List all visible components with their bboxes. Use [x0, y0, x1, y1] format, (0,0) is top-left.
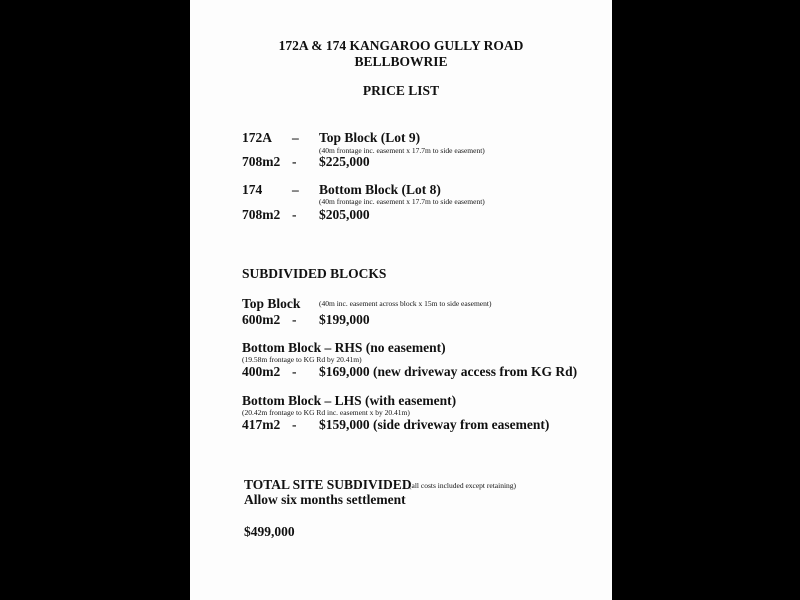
total-price: $499,000 [244, 524, 295, 539]
block-note: (40m inc. easement across block x 15m to side easement) [319, 299, 492, 308]
lot-dash: – [292, 130, 299, 145]
block-area-dash: - [292, 364, 297, 379]
lot-price: $205,000 [319, 207, 370, 222]
lot-dash: – [292, 182, 299, 197]
subdivided-heading: SUBDIVIDED BLOCKS [242, 266, 387, 281]
block-area: 600m2 [242, 312, 281, 327]
block-price: $199,000 [319, 312, 370, 327]
lot-area: 708m2 [242, 207, 281, 222]
total-heading: TOTAL SITE SUBDIVIDED [244, 477, 412, 492]
lot-number: 172A [242, 130, 272, 145]
lot-area-dash: - [292, 207, 297, 222]
block-area: 417m2 [242, 417, 281, 432]
block-name: Top Block [242, 296, 301, 311]
block-area-dash: - [292, 312, 297, 327]
lot-price: $225,000 [319, 154, 370, 169]
price-list-title: PRICE LIST [362, 83, 440, 98]
block-note: (20.42m frontage to KG Rd inc. easement x by 20.41m) [242, 408, 410, 417]
lot-name: Top Block (Lot 9) [319, 130, 421, 145]
settlement-note: Allow six months settlement [244, 492, 406, 507]
lot-area: 708m2 [242, 154, 281, 169]
block-price: $169,000 (new driveway access from KG Rd) [319, 364, 578, 379]
block-name: Bottom Block – LHS (with easement) [242, 393, 457, 408]
block-area: 400m2 [242, 364, 281, 379]
document-page [190, 0, 612, 600]
block-area-dash: - [292, 417, 297, 432]
address-line-2: BELLBOWRIE [354, 54, 448, 69]
lot-area-dash: - [292, 154, 297, 169]
block-note: (19.58m frontage to KG Rd by 20.41m) [242, 355, 362, 364]
block-name: Bottom Block – RHS (no easement) [242, 340, 446, 355]
lot-note: (40m frontage inc. easement x 17.7m to side easement) [319, 197, 485, 206]
address-line-1: 172A & 174 KANGAROO GULLY ROAD [278, 38, 524, 53]
total-heading-note: (all costs included except retaining) [409, 481, 517, 490]
block-price: $159,000 (side driveway from easement) [319, 417, 550, 432]
lot-number: 174 [242, 182, 263, 197]
lot-name: Bottom Block (Lot 8) [319, 182, 441, 197]
lot-note: (40m frontage inc. easement x 17.7m to side easement) [319, 146, 485, 155]
